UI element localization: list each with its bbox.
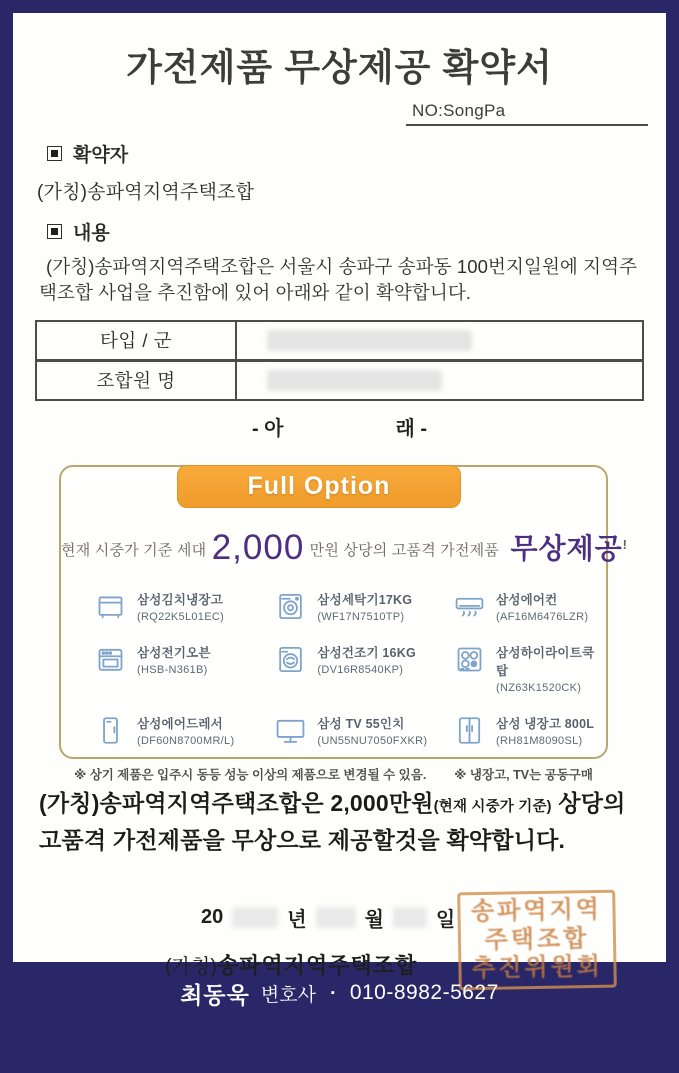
row-label-member: 조합원 명	[37, 362, 237, 399]
pledge-tail: 상당의 고품격 가전제품을 무상으로 제공할것을 확약합니다.	[39, 789, 626, 853]
appliance-model: (AF16M6476LZR)	[496, 610, 589, 623]
appliance-item	[95, 643, 275, 694]
appliance-item	[95, 714, 275, 747]
note-1: ※ 상기 제품은 입주시 동등 성능 이상의 제품으로 변경될 수 있음.	[74, 767, 427, 782]
headline-amount: 2,000	[211, 527, 305, 567]
square-bullet-icon	[47, 146, 62, 161]
full-option-box	[59, 465, 628, 782]
day-unit: 일	[435, 909, 456, 932]
appliance-model: (HSB-N361B)	[137, 663, 208, 676]
promo-headline	[61, 527, 628, 568]
party-value: (가칭)송파역지역주택조합	[37, 182, 255, 203]
appliance-model: (NZ63K1520CK)	[496, 681, 582, 694]
appliance-model: (RQ22K5L01EC)	[137, 610, 225, 623]
redacted-value	[267, 330, 472, 351]
fridge-icon	[454, 715, 485, 746]
headline-pre: 현재 시중가 기준 세대	[61, 541, 207, 559]
seal-text: 송파역지역	[470, 895, 603, 925]
appliance-name: 삼성에어드레서	[137, 716, 223, 731]
redacted-day	[393, 907, 427, 928]
appliance-model: (DF60N8700MR/L)	[137, 734, 235, 747]
seal-text: 추진위원회	[471, 953, 604, 983]
appliance-model: (DV16R8540KP)	[317, 663, 404, 676]
table-row	[37, 359, 642, 399]
appliance-model: (UN55NU7050FXKR)	[317, 734, 428, 747]
appliance-name: 삼성하이라이트쿡탑	[496, 645, 595, 678]
pledge-paren: (현재 시중가 기준)	[433, 798, 552, 815]
aircon-icon	[454, 591, 485, 622]
appliance-name: 삼성김치냉장고	[137, 592, 223, 607]
kimchi-fridge-icon	[95, 591, 126, 622]
appliance-item	[275, 714, 454, 747]
tv-icon	[275, 715, 306, 746]
content-label: 내용	[73, 223, 110, 244]
content-paragraph: (가칭)송파역지역주택조합은 서울시 송파구 송파동 100번지일원에 지역주택조합 사업을 추진함에 있어 아래와 같이 확약합니다.	[39, 256, 638, 304]
lawyer-name: 최동욱	[180, 981, 250, 1008]
appliance-model: (RH81M8090SL)	[496, 734, 583, 747]
appliance-name: 삼성세탁기17KG	[317, 592, 413, 607]
redacted-year	[232, 907, 278, 928]
row-value-member	[237, 370, 642, 391]
row-label-type: 타입 / 군	[37, 322, 237, 359]
month-unit: 월	[364, 909, 384, 932]
pledge-lead: (가칭)송파역지역주택조합은 2,000만원	[39, 789, 434, 816]
row-value-type	[237, 330, 642, 351]
seal-text: 주택조합	[484, 924, 590, 954]
divider-right: 래 -	[395, 417, 428, 440]
appliance-item	[454, 643, 596, 694]
member-info-table	[35, 320, 644, 401]
dryer-icon	[275, 644, 306, 675]
lawyer-title: 변호사	[260, 984, 316, 1006]
appliance-item	[275, 643, 454, 694]
appliance-name: 삼성전기오븐	[137, 645, 211, 660]
divider-left: - 아	[251, 417, 284, 440]
washer-icon	[275, 591, 306, 622]
content-section-label	[47, 218, 666, 245]
agreement-document	[13, 13, 666, 983]
appliance-name: 삼성에어컨	[496, 592, 558, 607]
cooktop-icon	[454, 644, 485, 675]
appliance-model: (WF17N7510TP)	[317, 610, 405, 623]
org-name: 송파역지역주택조합	[216, 953, 418, 979]
table-row	[37, 322, 642, 359]
appliance-item	[95, 590, 275, 623]
redacted-month	[316, 907, 356, 928]
headline-bang: !	[622, 536, 628, 552]
appliance-name: 삼성건조기 16KG	[317, 645, 416, 660]
note-2: ※ 냉장고, TV는 공동구매	[454, 767, 593, 782]
headline-highlight: 무상제공	[510, 532, 623, 564]
year-unit: 년	[287, 909, 307, 932]
phone-number: 010-8982-5627	[349, 981, 499, 1004]
appliance-grid	[95, 590, 596, 747]
doc-number-text: NO:SongPa	[412, 101, 506, 120]
oven-icon	[95, 644, 126, 675]
headline-mid: 만원 상당의 고품격 가전제품	[309, 541, 500, 559]
appliance-item	[454, 714, 596, 747]
square-bullet-icon	[47, 224, 62, 239]
pledge-paragraph	[39, 785, 638, 860]
org-prefix: (가칭)	[165, 956, 217, 979]
lawyer-footer	[0, 962, 679, 1024]
appliance-name: 삼성 TV 55인치	[317, 716, 405, 731]
appliance-item	[275, 590, 454, 623]
below-divider	[13, 412, 666, 441]
party-section-label	[47, 140, 666, 167]
full-option-banner: Full Option	[177, 465, 461, 508]
appliance-name: 삼성 냉장고 800L	[496, 716, 595, 731]
promo-notes	[61, 765, 606, 783]
airdresser-icon	[95, 715, 126, 746]
redacted-value	[267, 370, 442, 391]
year-prefix: 20	[201, 906, 224, 929]
doc-number	[406, 101, 648, 126]
appliance-item	[454, 590, 596, 623]
separator-dot-icon: ▪	[330, 987, 335, 999]
page-title: 가전제품 무상제공 확약서	[126, 47, 553, 88]
party-label: 확약자	[73, 145, 129, 166]
